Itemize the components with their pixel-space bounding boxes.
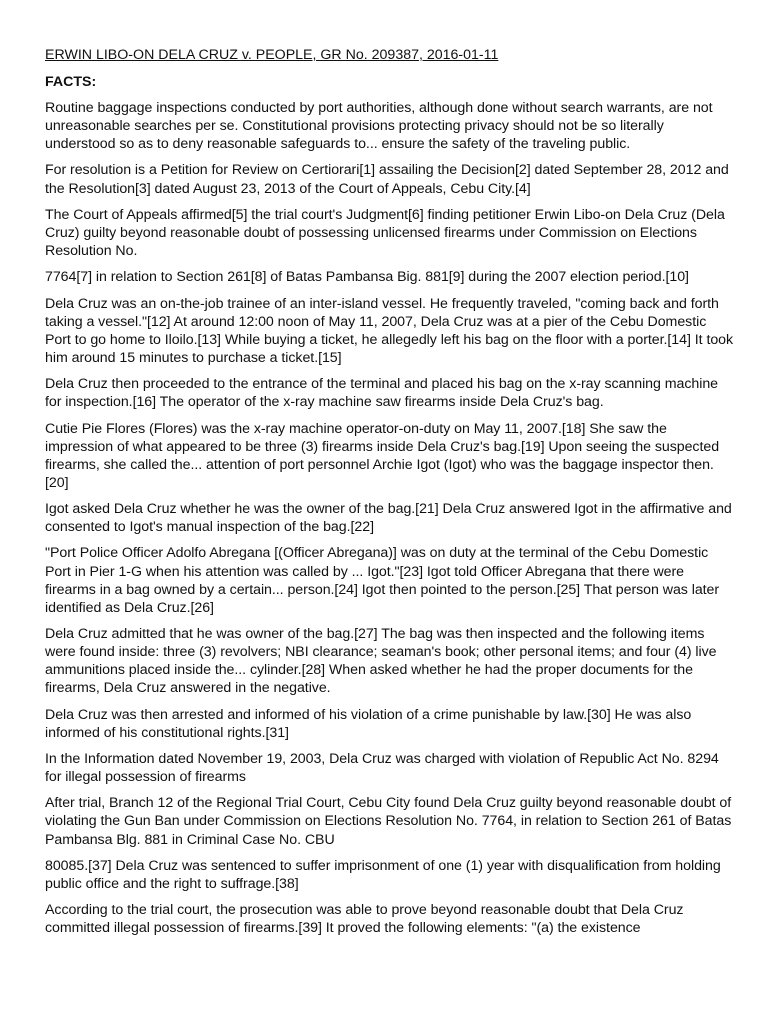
paragraph: After trial, Branch 12 of the Regional Trial Court, Cebu City found Dela Cruz guilty beyond reasonable doubt of violating the Gun Ban under Commission on Elections Resolution No. 7764, in relation to Section 261 of Batas Pambansa Blg. 881 in Criminal Case No. CBU: [45, 795, 732, 848]
section-heading-facts: FACTS:: [45, 74, 97, 90]
case-title: ERWIN LIBO-ON DELA CRUZ v. PEOPLE, GR No. 209387, 2016-01-11: [45, 47, 499, 63]
paragraph: 80085.[37] Dela Cruz was sentenced to suffer imprisonment of one (1) year with disqualification from holding public office and the right to suffrage.[38]: [45, 857, 721, 892]
paragraph: Cutie Pie Flores (Flores) was the x-ray machine operator-on-duty on May 11, 2007.[18] She saw the impression of what appeared to be three (3) firearms inside Dela Cruz's bag.[19] Upon seeing the suspected firearms, she called the... attention of port personnel Archie Igot (Igot) who was the baggage inspector then.[20]: [45, 420, 720, 491]
paragraph: For resolution is a Petition for Review on Certiorari[1] assailing the Decision[2] dated September 28, 2012 and the Resolution[3] dated August 23, 2013 of the Court of Appeals, Cebu City.[4]: [45, 162, 729, 197]
paragraph: Dela Cruz admitted that he was owner of the bag.[27] The bag was then inspected and the following items were found inside: three (3) revolvers; NBI clearance; seaman's book; other personal items; and four (4) live ammunitions placed inside the... cylinder.[28] When asked whether he had the proper documents for the firearms, Dela Cruz answered in the negative.: [45, 626, 717, 697]
paragraph: The Court of Appeals affirmed[5] the trial court's Judgment[6] finding petitioner Erwin Libo-on Dela Cruz (Dela Cruz) guilty beyond reasonable doubt of possessing unlicensed firearms under Commission on Elections Resolution No.: [45, 206, 725, 260]
paragraph: Dela Cruz then proceeded to the entrance of the terminal and placed his bag on the x-ray scanning machine for inspection.[16] The operator of the x-ray machine saw firearms inside Dela Cruz's bag.: [45, 376, 719, 411]
paragraph: Igot asked Dela Cruz whether he was the owner of the bag.[21] Dela Cruz answered Igot in the affirmative and consented to Igot's manual inspection of the bag.[22]: [45, 501, 732, 536]
paragraph: 7764[7] in relation to Section 261[8] of Batas Pambansa Big. 881[9] during the 2007 election period.[10]: [45, 269, 689, 286]
paragraph-list: [45, 99, 735, 937]
paragraph: According to the trial court, the prosecution was able to prove beyond reasonable doubt that Dela Cruz committed illegal possession of firearms.[39] It proved the following elements: "(a) the existence: [45, 902, 684, 937]
paragraph: In the Information dated November 19, 2003, Dela Cruz was charged with violation of Republic Act No. 8294 for illegal possession of firearms: [45, 750, 719, 786]
document-page: [45, 46, 735, 946]
paragraph: Dela Cruz was then arrested and informed of his violation of a crime punishable by law.[30] He was also informed of his constitutional rights.[31]: [45, 706, 692, 741]
paragraph: "Port Police Officer Adolfo Abregana [(Officer Abregana)] was on duty at the terminal of the Cebu Domestic Port in Pier 1-G when his attention was called by ... Igot."[23] Igot told Officer Abregana that there were firearms in a bag owned by a certain... person.[24] Igot then pointed to the person.[25] That person was later identified as Dela Cruz.[26]: [45, 545, 720, 616]
paragraph: Routine baggage inspections conducted by port authorities, although done without search warrants, are not unreasonable searches per se. Constitutional provisions protecting privacy should not be so literally understood so as to deny reasonable safeguards to... ensure the safety of the traveling public.: [45, 100, 713, 153]
paragraph: Dela Cruz was an on-the-job trainee of an inter-island vessel. He frequently traveled, "coming back and forth taking a vessel."[12] At around 12:00 noon of May 11, 2007, Dela Cruz was at a pier of the Cebu Domestic Port to go home to Iloilo.[13] While buying a ticket, he allegedly left his bag on the floor with a porter.[14] It took him around 15 minutes to purchase a ticket.[15]: [45, 295, 734, 366]
